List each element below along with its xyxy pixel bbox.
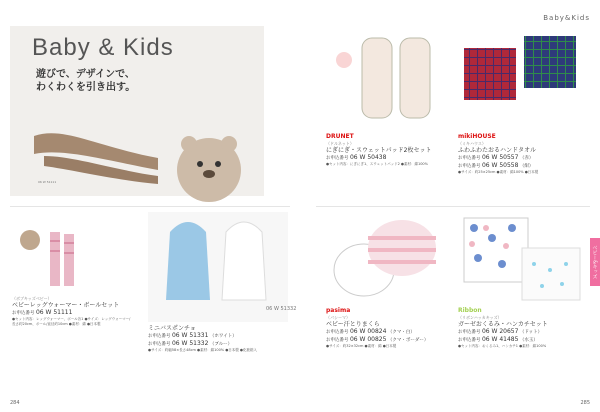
order-prefix: お申込番号 xyxy=(458,330,481,335)
brand-logo: DRUNET xyxy=(326,133,354,140)
page-number: 284 xyxy=(10,400,20,406)
page-number: 285 xyxy=(580,400,590,406)
order-number: 06 W 50558 xyxy=(481,162,519,169)
product-label: （ドルネット） xyxy=(326,141,354,146)
product-name: ガーゼおくるみ・ハンカチセット xyxy=(458,321,548,328)
product-order-2 xyxy=(326,336,450,344)
order-suffix: （紺） xyxy=(519,164,534,169)
product-label: （リボンハッカキッズ） xyxy=(458,315,502,320)
order-prefix: お申込番号 xyxy=(148,342,171,347)
right-page xyxy=(300,0,600,412)
product-leg-warmer xyxy=(12,222,132,327)
order-suffix: （ブルー） xyxy=(209,342,233,347)
order-number: 06 W 51331 xyxy=(171,332,209,339)
drunet-product-image xyxy=(326,30,444,130)
order-prefix: お申込番号 xyxy=(326,338,349,343)
order-prefix: お申込番号 xyxy=(458,156,481,161)
product-poncho xyxy=(148,212,297,353)
product-order-2 xyxy=(458,336,582,344)
product-label: （ミキハウス） xyxy=(458,141,486,146)
product-order-1 xyxy=(458,154,582,162)
product-name: ベビーレッグウォーマー・ボールセット xyxy=(12,302,120,309)
product-order xyxy=(12,309,132,317)
brand-logo: pasima xyxy=(326,307,351,314)
hero-title: Baby & Kids xyxy=(32,34,174,61)
hero-image xyxy=(10,26,264,196)
order-prefix: お申込番号 xyxy=(326,330,349,335)
product-desc: ●サイズ：約32×32cm ●素材：綿 ●日本製 xyxy=(326,344,397,348)
product-label: （パシーマ） xyxy=(326,315,350,320)
order-suffix: （赤） xyxy=(519,156,534,161)
product-order-1 xyxy=(326,328,450,336)
product-desc: ●セット内容：レッグウォーマー、ボール各1 ●サイズ：レッグウォーマー/長さ約20cm、ボール/直径約10cm ●素材：綿 ●日本製 xyxy=(12,317,131,326)
product-order-2 xyxy=(458,162,582,170)
product-mikihouse xyxy=(458,30,582,175)
divider xyxy=(10,206,290,207)
product-name: ふわふわたおるハンドタオル xyxy=(458,147,537,154)
product-ribbon xyxy=(458,212,582,349)
order-number: 06 W 41485 xyxy=(481,336,519,343)
product-name: ベビー汗とりまくら xyxy=(326,321,380,328)
leg-warmer-illustration xyxy=(34,116,158,186)
hero-subtitle xyxy=(36,68,135,94)
order-number: 06 W 50557 xyxy=(481,154,519,161)
product-pasima xyxy=(326,212,450,349)
product-desc: ●セット内容：にぎにぎ1、スウェットパッド2 ●素材：綿100% xyxy=(326,162,428,166)
section-header: Baby&Kids xyxy=(543,14,590,22)
product-desc: ●セット内容：おくるみ1、ハンカチ1 ●素材：綿100% xyxy=(458,344,547,348)
leg-warmer-product-image xyxy=(12,222,82,292)
section-tab[interactable]: ベビー&キッズ xyxy=(590,238,600,286)
hero-code: 06 W 51111 xyxy=(38,180,57,184)
order-number: 06 W 50438 xyxy=(349,154,387,161)
order-prefix: お申込番号 xyxy=(12,311,35,316)
product-order-1 xyxy=(458,328,582,336)
poncho-product-image xyxy=(148,212,297,322)
order-suffix: （ホワイト） xyxy=(209,334,237,339)
product-name: ミニバスポンチョ xyxy=(148,325,196,332)
product-desc: ●サイズ：約25×25cm ●素材：綿100% ●日本製 xyxy=(458,170,539,174)
product-desc: ●サイズ：約幅58×長さ48cm ●素材：綿100% ●日本製 ●化粧箱入 xyxy=(148,348,257,352)
order-prefix: お申込番号 xyxy=(458,338,481,343)
right-code: 06 W 51332 xyxy=(266,306,297,312)
order-suffix: （水玉） xyxy=(519,338,538,343)
hero-subtitle-line2: わくわくを引き出す。 xyxy=(36,82,136,93)
product-order-2 xyxy=(148,340,288,348)
bear-ball-illustration xyxy=(164,126,254,206)
product-name: にぎにぎ・スウェットパッド2枚セット xyxy=(326,147,432,154)
mikihouse-product-image xyxy=(458,30,582,130)
order-prefix: お申込番号 xyxy=(326,156,349,161)
order-number: 06 W 00825 xyxy=(349,336,387,343)
product-order-1 xyxy=(148,332,288,340)
order-suffix: （クマ・ボーダー） xyxy=(387,338,429,343)
order-number: 06 W 20657 xyxy=(481,328,519,335)
order-number: 06 W 51111 xyxy=(35,309,73,316)
order-suffix: （クマ・白） xyxy=(387,330,415,335)
divider xyxy=(316,206,590,207)
order-number: 06 W 00824 xyxy=(349,328,387,335)
hero-subtitle-line1: 遊びで、デザインで、 xyxy=(36,69,135,80)
brand-logo: mikiHOUSE xyxy=(458,133,496,140)
product-label: （ボブキッズベビー） xyxy=(12,296,52,301)
pasima-product-image xyxy=(326,212,450,304)
order-prefix: お申込番号 xyxy=(458,164,481,169)
order-number: 06 W 51332 xyxy=(171,340,209,347)
order-suffix: （ドット） xyxy=(519,330,543,335)
brand-logo: Ribbon xyxy=(458,307,482,314)
order-prefix: お申込番号 xyxy=(148,334,171,339)
product-drunet xyxy=(326,30,446,167)
product-order xyxy=(326,154,446,162)
ribbon-product-image xyxy=(458,212,582,304)
